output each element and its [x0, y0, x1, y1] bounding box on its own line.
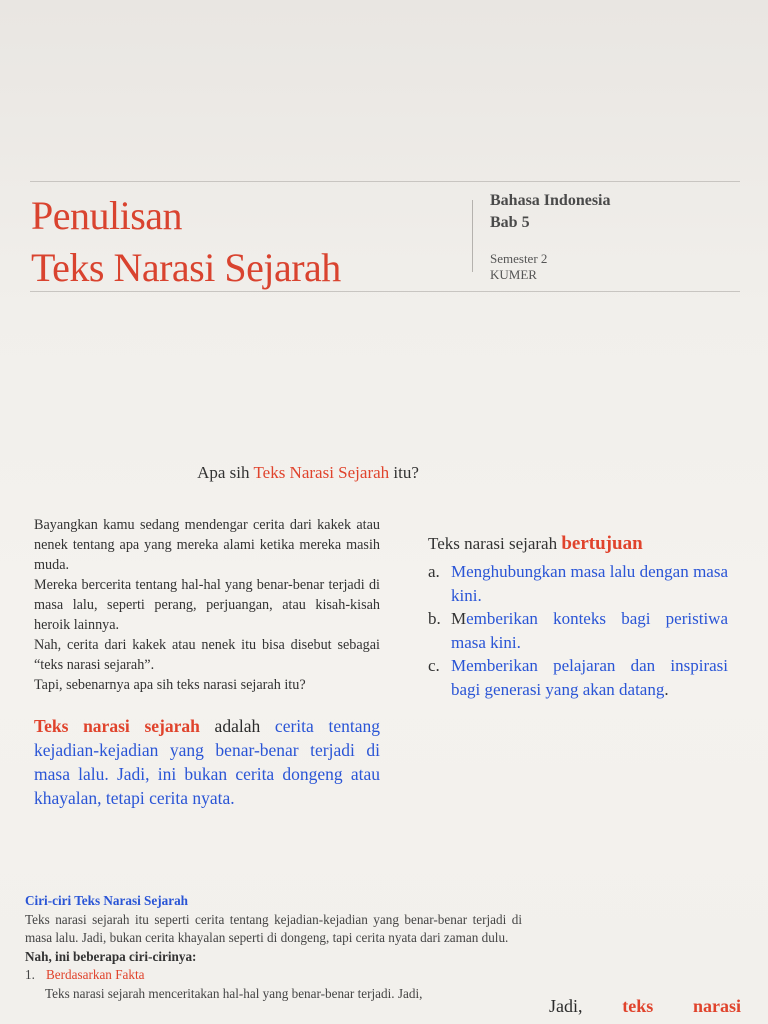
list-body: Teks narasi sejarah menceritakan hal-hal yang benar-benar terjadi. Jadi,: [45, 985, 423, 1001]
definition-body: cerita tentang kejadian-kejadian yang benar-benar terjadi di masa lalu. Jadi, ini bukan cerita dongeng atau khayalan, tetapi cerita nyata.: [34, 716, 380, 808]
goal-text: [451, 654, 728, 701]
goal-period: .: [664, 679, 669, 699]
intro-line: Nah, cerita dari kakek atau nenek itu bisa disebut sebagai “teks narasi sejarah”.: [34, 637, 380, 673]
goals-lead: Teks narasi sejarah: [428, 534, 562, 553]
header-divider: [472, 200, 473, 272]
definition-verb: adalah: [199, 716, 275, 736]
goals-list: [428, 560, 728, 701]
list-label: Berdasarkan Fakta: [46, 967, 145, 982]
characteristics-heading: Ciri-ciri Teks Narasi Sejarah: [25, 893, 189, 908]
characteristics-intro: Teks narasi sejarah itu seperti cerita tentang kejadian-kejadian yang benar-benar terjadi di masa lalu. Jadi, bukan cerita khayalan seperti di dongeng, tapi cerita nyata dari zaman dulu.: [25, 911, 522, 945]
side-note-word: Jadi,: [549, 996, 583, 1016]
question-prefix: Apa sih: [197, 463, 254, 482]
title-line-2: Teks Narasi Sejarah: [31, 245, 341, 290]
question-highlight: Teks Narasi Sejarah: [253, 463, 390, 482]
definition-paragraph: [34, 714, 380, 810]
characteristics-section: [25, 892, 522, 1003]
curriculum-label: KUMER: [490, 267, 537, 282]
intro-line: Mereka bercerita tentang hal-hal yang benar-benar terjadi di masa lalu, seperti perang, perjuangan, atau kisah-kisah heroik lainnya.: [34, 577, 380, 633]
goals-keyword: bertujuan: [561, 533, 643, 554]
intro-line: Bayangkan kamu sedang mendengar cerita dari kakek atau nenek tentang apa yang mereka alami ketika mereka masih muda.: [34, 517, 380, 573]
semester-label: Semester 2: [490, 251, 548, 266]
section-question: [0, 463, 616, 483]
list-item: [428, 654, 728, 701]
list-marker: a.: [428, 562, 440, 581]
question-suffix: itu?: [389, 463, 419, 482]
list-item: [428, 560, 728, 607]
goal-text: Menghubungkan masa lalu dengan masa kini.: [451, 562, 728, 605]
goals-heading: [428, 533, 643, 555]
goal-initial: M: [451, 609, 467, 628]
goal-rest: emberikan konteks bagi peristiwa masa kini.: [451, 609, 728, 652]
list-item: [428, 607, 728, 654]
list-item: [25, 966, 522, 985]
side-note-word: teks: [622, 996, 654, 1016]
intro-line: Tapi, sebenarnya apa sih teks narasi sejarah itu?: [34, 677, 306, 693]
intro-paragraph: [34, 515, 380, 695]
title-line-1: Penulisan: [31, 193, 183, 238]
list-number: 1.: [25, 967, 35, 982]
list-marker: b.: [428, 609, 441, 628]
characteristics-list-lead: Nah, ini beberapa ciri-cirinya:: [25, 948, 197, 964]
subject-label: Bahasa Indonesia: [490, 192, 611, 209]
goal-body: Memberikan pelajaran dan inspirasi bagi generasi yang akan datang: [451, 656, 728, 699]
page-title: [31, 190, 341, 294]
definition-term: Teks narasi sejarah: [34, 716, 200, 736]
list-marker: c.: [428, 656, 440, 675]
header-meta: [490, 190, 611, 234]
side-note-word: narasi: [692, 996, 741, 1016]
goal-text: [451, 607, 728, 654]
header-top-rule: [30, 181, 740, 182]
chapter-label: Bab 5: [490, 214, 530, 231]
side-note: [549, 994, 741, 1019]
header-meta-small: [490, 251, 547, 283]
